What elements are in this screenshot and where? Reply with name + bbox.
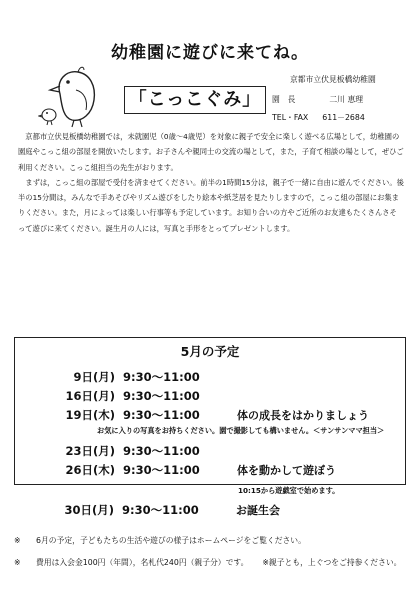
program-title: 「こっこぐみ」 [124,86,266,114]
note-mark: ※ [14,558,21,567]
footer-note [14,535,306,546]
tel-number: 611－2684 [322,113,365,122]
schedule-date: 9日(月) [73,370,115,384]
schedule-time: 9:30～11:00 [123,370,200,384]
schedule-date: 23日(月) [65,444,115,458]
page-headline: 幼稚園に遊びに来てね。 [111,43,309,63]
schedule-date: 16日(月) [65,389,115,403]
schedule-title: 5月の予定 [180,344,240,359]
schedule-note: お気に入りの写真をお持ちください。園で撮影しても構いません。＜サンサンママ担当＞ [97,426,385,435]
note-mark: ※ [14,536,21,545]
tel-line [272,112,365,123]
schedule-event: 体を動かして遊ぼう [237,464,336,477]
footer-text: 6月の予定，子どもたちの生活や遊びの様子はホームページをご覧ください。 [36,536,306,545]
schedule-time: 9:30～11:00 [122,503,199,517]
kindergarten-name: 京都市立伏見板橋幼稚園 [290,75,376,84]
schedule-time: 9:30～11:00 [123,389,200,403]
intro-text [18,129,404,236]
schedule-date: 30日(月) [64,503,114,517]
schedule-event: お誕生会 [236,504,280,517]
schedule-time: 9:30～11:00 [123,463,200,477]
schedule-note: 10:15から遊戯室で始めます。 [238,486,340,495]
principal-line [272,94,363,105]
schedule-event: 体の成長をはかりましょう [237,409,369,422]
footer-extra: ※親子とも，上ぐつをご持参ください。 [262,558,402,567]
schedule-date: 19日(木) [65,408,115,422]
principal-name: 二川 恵理 [329,95,364,104]
schedule-box [14,337,406,485]
tel-label: TEL・FAX [272,113,309,122]
intro-paragraph: 京都市立伏見板橋幼稚園では，未就園児（0歳～4歳児）を対象に親子で安全に楽しく遊べる広場として，幼稚園の園庭やこっこ組の部屋を開放いたします。お子さんや親同士の交流の場として，また，子育て相談の場として，ぜひご利用ください。こっこ組担当の先生がおります。 [18,132,404,172]
intro-paragraph: まずは，こっこ組の部屋で受付を済ませてください。前半の1時間15分は，親子で一緒に自由に遊んでください。後半の15分間は，みんなで手あそびやリズム遊びをしたり絵本や紙芝居を見たりしますので，こっこ組の部屋にお集まりください。また，月によっては楽しい行事等も予定しています。お知り合いの方やご近所のお友達もたくさんさそって遊びに来てください。誕生月の人には，写真と手形をとってプレゼントします。 [18,177,404,233]
chick-illustration [38,60,108,130]
footer-note [14,557,401,568]
principal-label: 園 長 [272,95,296,104]
schedule-time: 9:30～11:00 [123,408,200,422]
schedule-date: 26日(木) [65,463,115,477]
footer-text: 費用は入会金100円（年間），名札代240円（親子分）です。 [36,558,249,567]
schedule-time: 9:30～11:00 [123,444,200,458]
